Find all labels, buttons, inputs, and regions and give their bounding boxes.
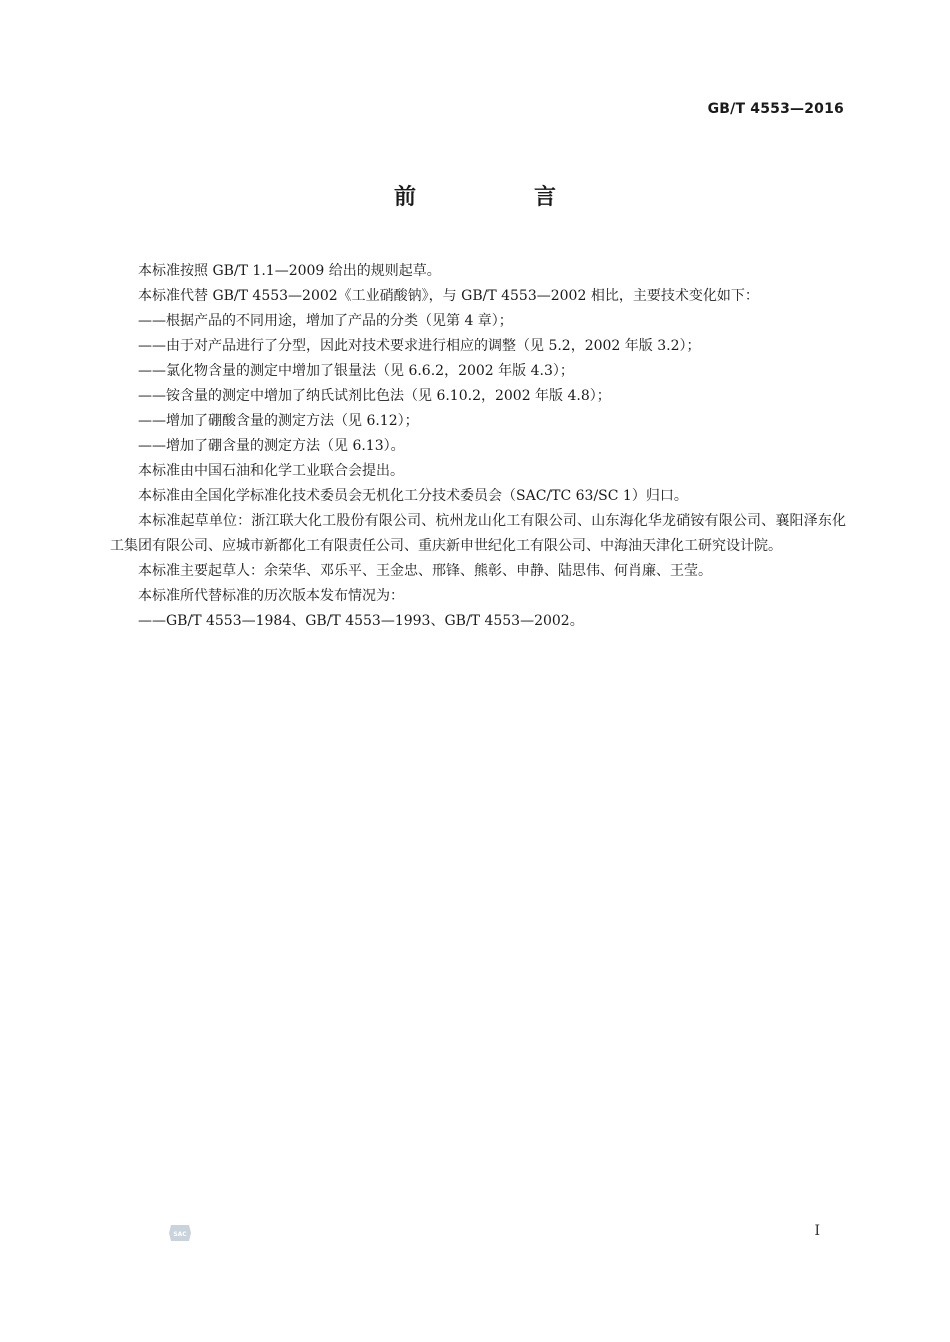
paragraph: 本标准按照 GB/T 1.1—2009 给出的规则起草。	[138, 263, 441, 279]
document-body	[110, 259, 846, 634]
list-item: ——根据产品的不同用途，增加了产品的分类（见第 4 章）；	[138, 313, 513, 329]
paragraph: 本标准代替 GB/T 4553—2002《工业硝酸钠》，与 GB/T 4553—2002 相比，主要技术变化如下：	[138, 288, 759, 304]
list-item: ——由于对产品进行了分型，因此对技术要求进行相应的调整（见 5.2，2002 年版 3.2）；	[138, 338, 701, 354]
list-item: ——氯化物含量的测定中增加了银量法（见 6.6.2，2002 年版 4.3）；	[138, 363, 574, 379]
list-item: ——铵含量的测定中增加了纳氏试剂比色法（见 6.10.2，2002 年版 4.8）；	[138, 388, 611, 404]
paragraph: 本标准由全国化学标准化技术委员会无机化工分技术委员会（SAC/TC 63/SC 1）归口。	[138, 488, 688, 504]
paragraph: 本标准由中国石油和化学工业联合会提出。	[138, 463, 404, 479]
standard-number: GB/T 4553—2016	[707, 101, 844, 117]
sac-logo-icon	[168, 1223, 192, 1243]
list-item: ——增加了硼酸含量的测定方法（见 6.12）；	[138, 413, 419, 429]
page-title: 前 言	[393, 185, 604, 210]
paragraph: 本标准所代替标准的历次版本发布情况为：	[138, 588, 404, 604]
list-item: ——增加了硼含量的测定方法（见 6.13）。	[138, 438, 405, 454]
list-item: ——GB/T 4553—1984、GB/T 4553—1993、GB/T 4553—2002。	[138, 613, 584, 629]
paragraph: 本标准主要起草人：余荣华、邓乐平、王金忠、邢锋、熊彰、申静、陆思伟、何肖廉、王莹。	[138, 563, 712, 579]
page-number: I	[814, 1223, 820, 1239]
svg-text:SAC: SAC	[173, 1231, 187, 1238]
paragraph: 本标准起草单位：浙江联大化工股份有限公司、杭州龙山化工有限公司、山东海化华龙硝铵有限公司、襄阳泽东化工集团有限公司、应城市新都化工有限责任公司、重庆新申世纪化工有限公司、中海油天津化工研究设计院。	[110, 513, 846, 554]
